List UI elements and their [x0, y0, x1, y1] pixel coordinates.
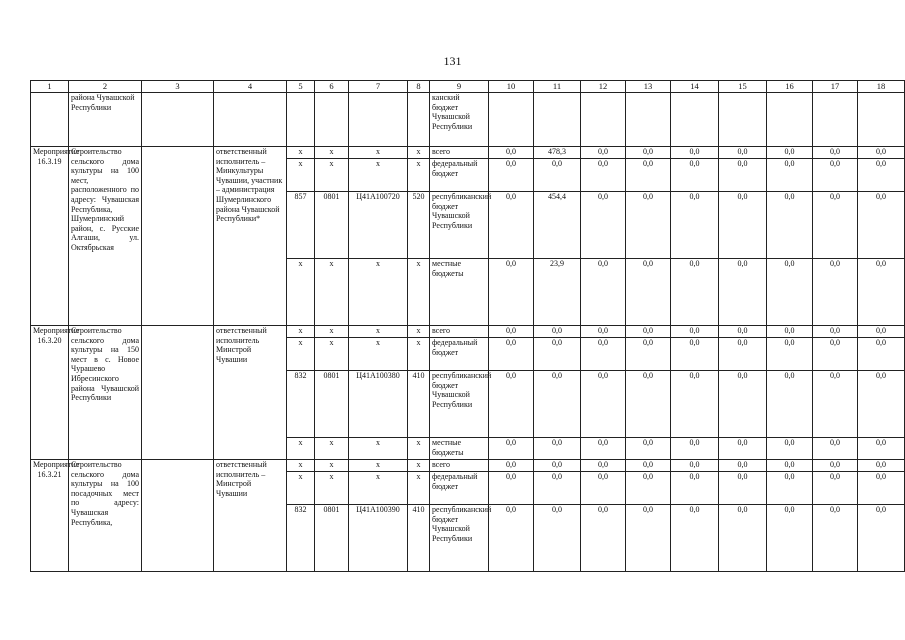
budget-table	[30, 80, 905, 572]
budget-code: x	[408, 259, 430, 326]
measure-executor: ответственный исполнитель – Минстрой Чувашии	[214, 460, 287, 572]
amount-cell: 0,0	[534, 438, 581, 460]
measure-label: Мероприятие 16.3.20	[31, 326, 69, 460]
budget-code: x	[315, 338, 349, 371]
amount-cell: 0,0	[534, 159, 581, 192]
budget-code: 0801	[315, 371, 349, 438]
amount-cell: 0,0	[581, 326, 626, 338]
budget-code: 0801	[315, 505, 349, 572]
amount-cell: 0,0	[719, 438, 767, 460]
amount-cell: 0,0	[858, 147, 905, 159]
budget-code: x	[408, 472, 430, 505]
amount-cell: 0,0	[626, 472, 671, 505]
budget-code: 0801	[315, 192, 349, 259]
amount-cell: 0,0	[671, 159, 719, 192]
amount-cell: 0,0	[489, 438, 534, 460]
budget-code: x	[287, 438, 315, 460]
budget-code: x	[315, 460, 349, 472]
empty-cell	[626, 93, 671, 147]
budget-code: x	[315, 259, 349, 326]
amount-cell: 0,0	[767, 460, 813, 472]
amount-cell: 0,0	[671, 371, 719, 438]
amount-cell: 0,0	[489, 259, 534, 326]
budget-code: Ц41А100380	[349, 371, 408, 438]
amount-cell: 0,0	[671, 505, 719, 572]
amount-cell: 23,9	[534, 259, 581, 326]
budget-code: x	[408, 326, 430, 338]
amount-cell: 0,0	[767, 259, 813, 326]
amount-cell: 0,0	[813, 472, 858, 505]
header-cell: 5	[287, 81, 315, 93]
amount-cell: 0,0	[489, 460, 534, 472]
header-row	[31, 81, 905, 93]
amount-cell: 0,0	[719, 371, 767, 438]
header-cell: 13	[626, 81, 671, 93]
amount-cell: 0,0	[767, 338, 813, 371]
budget-code: x	[287, 338, 315, 371]
amount-cell: 0,0	[813, 326, 858, 338]
budget-code: x	[349, 438, 408, 460]
amount-cell: 0,0	[626, 192, 671, 259]
amount-cell: 0,0	[489, 147, 534, 159]
amount-cell: 0,0	[581, 505, 626, 572]
budget-code: x	[315, 438, 349, 460]
amount-cell: 0,0	[671, 147, 719, 159]
amount-cell: 0,0	[671, 472, 719, 505]
amount-cell: 0,0	[858, 472, 905, 505]
amount-cell: 0,0	[767, 192, 813, 259]
header-cell: 17	[813, 81, 858, 93]
cont-description: района Чувашской Республики	[69, 93, 142, 147]
amount-cell: 0,0	[858, 192, 905, 259]
amount-cell: 0,0	[489, 371, 534, 438]
funding-source: всего	[430, 147, 489, 159]
measure-label: Мероприятие 16.3.21	[31, 460, 69, 572]
amount-cell: 0,0	[626, 147, 671, 159]
empty-cell	[813, 93, 858, 147]
header-cell: 14	[671, 81, 719, 93]
amount-cell: 0,0	[626, 460, 671, 472]
amount-cell: 0,0	[626, 326, 671, 338]
budget-code: x	[408, 338, 430, 371]
amount-cell: 0,0	[719, 338, 767, 371]
budget-code: x	[315, 159, 349, 192]
amount-cell: 0,0	[813, 460, 858, 472]
cont-funding-source: канский бюджет Чувашской Республики	[430, 93, 489, 147]
empty-cell	[287, 93, 315, 147]
measure-label: Мероприятие 16.3.19	[31, 147, 69, 326]
header-cell: 12	[581, 81, 626, 93]
amount-cell: 0,0	[719, 460, 767, 472]
amount-cell: 0,0	[534, 472, 581, 505]
budget-code: x	[408, 460, 430, 472]
funding-row	[31, 460, 905, 472]
measure-description: Строительство сельского дома культуры на 100 посадочных мест по адресу: Чувашская Республика,	[69, 460, 142, 572]
amount-cell: 0,0	[813, 159, 858, 192]
budget-code: x	[408, 159, 430, 192]
header-cell: 8	[408, 81, 430, 93]
budget-code: x	[287, 460, 315, 472]
budget-code: x	[349, 259, 408, 326]
header-cell: 3	[142, 81, 214, 93]
amount-cell: 0,0	[858, 438, 905, 460]
empty-cell	[142, 93, 214, 147]
amount-cell: 0,0	[813, 192, 858, 259]
budget-code: x	[349, 159, 408, 192]
empty-cell	[315, 93, 349, 147]
empty-cell	[858, 93, 905, 147]
budget-code: 832	[287, 505, 315, 572]
funding-source: федеральный бюджет	[430, 159, 489, 192]
empty-cell	[767, 93, 813, 147]
header-cell: 18	[858, 81, 905, 93]
amount-cell: 0,0	[813, 147, 858, 159]
budget-code: x	[315, 472, 349, 505]
amount-cell: 0,0	[858, 159, 905, 192]
amount-cell: 0,0	[534, 326, 581, 338]
amount-cell: 0,0	[671, 338, 719, 371]
funding-source: местные бюджеты	[430, 259, 489, 326]
amount-cell: 0,0	[581, 438, 626, 460]
funding-source: республиканский бюджет Чувашской Республики	[430, 371, 489, 438]
amount-cell: 0,0	[858, 259, 905, 326]
budget-code: 832	[287, 371, 315, 438]
empty-cell	[719, 93, 767, 147]
amount-cell: 0,0	[581, 371, 626, 438]
empty-cell	[581, 93, 626, 147]
amount-cell: 0,0	[813, 259, 858, 326]
amount-cell: 0,0	[719, 159, 767, 192]
empty-cell	[214, 93, 287, 147]
header-cell: 1	[31, 81, 69, 93]
amount-cell: 0,0	[581, 338, 626, 371]
amount-cell: 0,0	[671, 438, 719, 460]
measure-description: Строительство сельского дома культуры на 100 мест, расположенного по адресу: Чувашская Республика, Шумерлинский район, с. Русские Алгаши, ул. Октябрьская	[69, 147, 142, 326]
amount-cell: 0,0	[719, 326, 767, 338]
budget-code: x	[287, 259, 315, 326]
continuation-row	[31, 93, 905, 147]
amount-cell: 0,0	[719, 472, 767, 505]
amount-cell: 454,4	[534, 192, 581, 259]
header-cell: 10	[489, 81, 534, 93]
amount-cell: 0,0	[489, 159, 534, 192]
funding-source: всего	[430, 460, 489, 472]
amount-cell: 0,0	[671, 326, 719, 338]
amount-cell: 0,0	[581, 259, 626, 326]
amount-cell: 0,0	[534, 460, 581, 472]
amount-cell: 0,0	[719, 505, 767, 572]
amount-cell: 0,0	[813, 371, 858, 438]
amount-cell: 0,0	[626, 259, 671, 326]
budget-code: x	[287, 147, 315, 159]
budget-code: Ц41А100390	[349, 505, 408, 572]
budget-code: 857	[287, 192, 315, 259]
amount-cell: 0,0	[489, 326, 534, 338]
funding-source: республиканский бюджет Чувашской Республики	[430, 192, 489, 259]
amount-cell: 0,0	[581, 472, 626, 505]
funding-source: федеральный бюджет	[430, 338, 489, 371]
amount-cell: 0,0	[626, 338, 671, 371]
budget-code: x	[349, 460, 408, 472]
empty-cell	[31, 93, 69, 147]
empty-cell	[142, 460, 214, 572]
funding-source: всего	[430, 326, 489, 338]
budget-code: x	[287, 326, 315, 338]
budget-code: Ц41А100720	[349, 192, 408, 259]
amount-cell: 0,0	[489, 192, 534, 259]
budget-code: x	[408, 438, 430, 460]
amount-cell: 0,0	[489, 505, 534, 572]
budget-code: 410	[408, 505, 430, 572]
amount-cell: 0,0	[767, 326, 813, 338]
amount-cell: 0,0	[719, 259, 767, 326]
amount-cell: 0,0	[767, 159, 813, 192]
empty-cell	[489, 93, 534, 147]
amount-cell: 0,0	[858, 505, 905, 572]
budget-code: x	[287, 159, 315, 192]
amount-cell: 0,0	[671, 192, 719, 259]
budget-code: x	[349, 147, 408, 159]
funding-source: республиканский бюджет Чувашской Республики	[430, 505, 489, 572]
funding-source: местные бюджеты	[430, 438, 489, 460]
amount-cell: 478,3	[534, 147, 581, 159]
header-cell: 6	[315, 81, 349, 93]
measure-description: Строительство сельского дома культуры на 150 мест в с. Новое Чурашево Ибресинского района Чувашской Республики	[69, 326, 142, 460]
funding-row	[31, 147, 905, 159]
budget-code: x	[349, 326, 408, 338]
amount-cell: 0,0	[719, 192, 767, 259]
empty-cell	[534, 93, 581, 147]
header-cell: 11	[534, 81, 581, 93]
budget-code: x	[315, 147, 349, 159]
measure-executor: ответственный исполнитель Минстрой Чувашии	[214, 326, 287, 460]
amount-cell: 0,0	[858, 460, 905, 472]
amount-cell: 0,0	[626, 505, 671, 572]
empty-cell	[142, 147, 214, 326]
header-cell: 15	[719, 81, 767, 93]
amount-cell: 0,0	[581, 159, 626, 192]
amount-cell: 0,0	[626, 438, 671, 460]
budget-code: x	[349, 472, 408, 505]
header-cell: 16	[767, 81, 813, 93]
amount-cell: 0,0	[767, 438, 813, 460]
empty-cell	[408, 93, 430, 147]
amount-cell: 0,0	[858, 326, 905, 338]
budget-code: x	[408, 147, 430, 159]
amount-cell: 0,0	[581, 192, 626, 259]
amount-cell: 0,0	[489, 472, 534, 505]
amount-cell: 0,0	[671, 460, 719, 472]
header-cell: 2	[69, 81, 142, 93]
amount-cell: 0,0	[767, 147, 813, 159]
amount-cell: 0,0	[767, 505, 813, 572]
funding-source: федеральный бюджет	[430, 472, 489, 505]
amount-cell: 0,0	[813, 438, 858, 460]
budget-code: 520	[408, 192, 430, 259]
budget-code: x	[287, 472, 315, 505]
amount-cell: 0,0	[858, 371, 905, 438]
amount-cell: 0,0	[626, 159, 671, 192]
amount-cell: 0,0	[489, 338, 534, 371]
budget-code: 410	[408, 371, 430, 438]
amount-cell: 0,0	[581, 460, 626, 472]
header-cell: 9	[430, 81, 489, 93]
budget-code: x	[315, 326, 349, 338]
amount-cell: 0,0	[719, 147, 767, 159]
empty-cell	[142, 326, 214, 460]
amount-cell: 0,0	[581, 147, 626, 159]
amount-cell: 0,0	[813, 505, 858, 572]
amount-cell: 0,0	[813, 338, 858, 371]
measure-executor: ответственный исполнитель – Минкультуры Чувашии, участник – администрация Шумерлинского района Чувашской Республики*	[214, 147, 287, 326]
empty-cell	[349, 93, 408, 147]
page-number: 131	[443, 54, 462, 68]
amount-cell: 0,0	[767, 472, 813, 505]
empty-cell	[671, 93, 719, 147]
funding-row	[31, 326, 905, 338]
header-cell: 7	[349, 81, 408, 93]
amount-cell: 0,0	[626, 371, 671, 438]
header-cell: 4	[214, 81, 287, 93]
amount-cell: 0,0	[858, 338, 905, 371]
amount-cell: 0,0	[534, 371, 581, 438]
amount-cell: 0,0	[671, 259, 719, 326]
amount-cell: 0,0	[767, 371, 813, 438]
budget-code: x	[349, 338, 408, 371]
amount-cell: 0,0	[534, 338, 581, 371]
amount-cell: 0,0	[534, 505, 581, 572]
